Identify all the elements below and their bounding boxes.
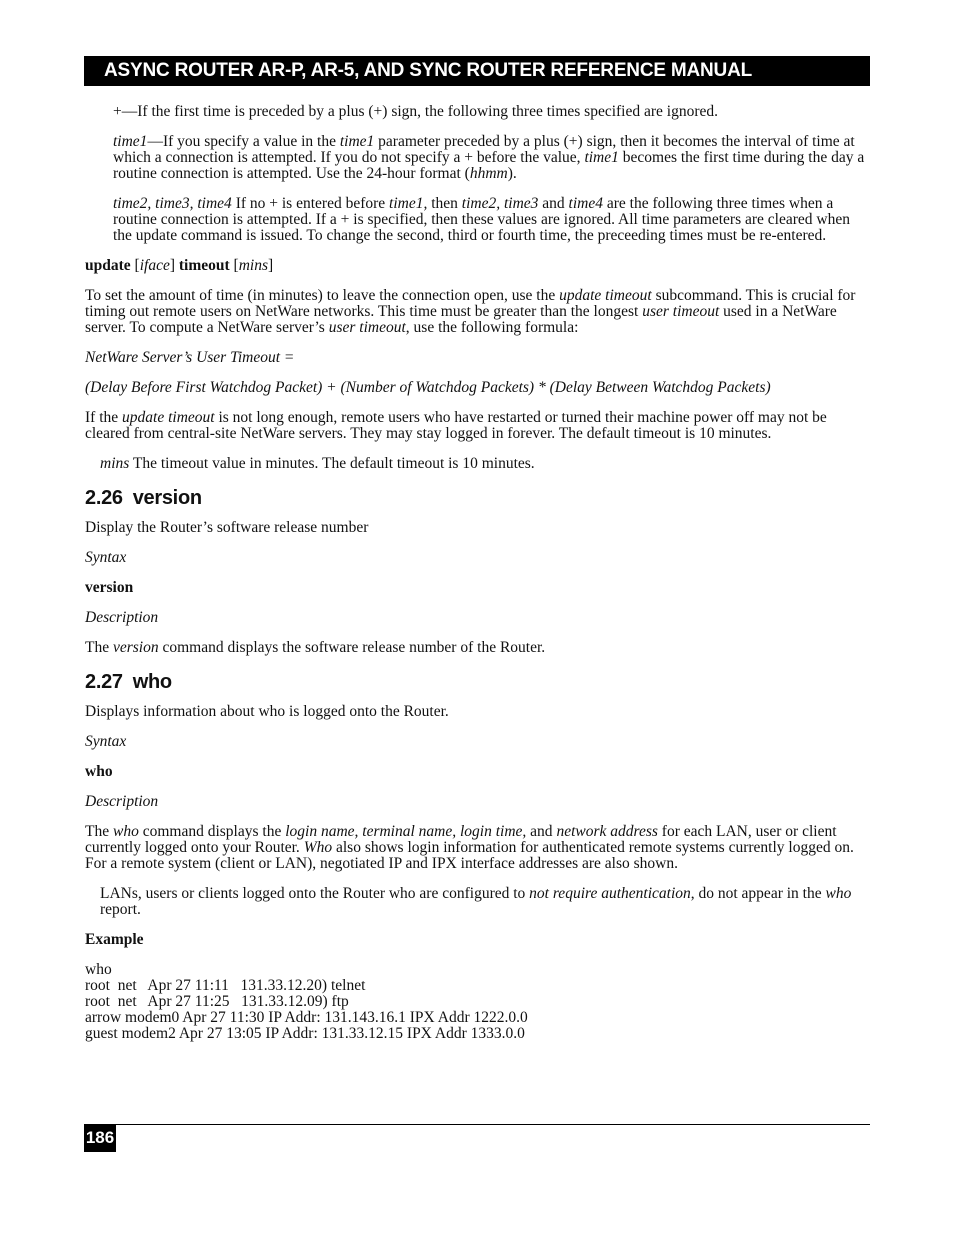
who-syntax-label: Syntax [85,733,127,750]
who-example-label: Example [85,931,144,948]
example-line: who [85,961,112,978]
version-description-label: Description [85,609,159,626]
who-authentication-note: LANs, users or clients logged onto the Router who are configured to not require authentication, do not appear in the who report. [100,885,852,918]
formula-line-2: (Delay Before First Watchdog Packet) + (Number of Watchdog Packets) * (Delay Between Watchdog Packets) [85,379,771,396]
paragraph-time2-4: time2, time3, time4 If no + is entered before time1, then time2, time3 and time4 are the following three times when a routine connection is attempted. If a + is specified, then these values are ignored. All time parameters are cleared when the update command is issued. To change the second, third or fourth time, the preceeding times must be re-entered. [113,195,850,244]
paragraph-timeout-warning: If the update timeout is not long enough, remote users who have restarted or turned their machine power off may not be cleared from central-site NetWare servers. They may stay logged in forever. The default timeout is 10 minutes. [85,409,827,442]
paragraph-time1: time1—If you specify a value in the time1 parameter preceded by a plus (+) sign, then it becomes the interval of time at which a connection is attempted. If you do not specify a + before the value, time1 becomes the first time during the day a routine connection is attempted. Use the 24-hour format (hhmm). [113,133,865,182]
section-heading-version: 2.26 version [85,487,202,509]
who-description-label: Description [85,793,159,810]
who-description: The who command displays the login name, terminal name, login time, and network address for each LAN, user or client currently logged onto your Router. Who also shows login information for authenticated remote systems currently logged on. For a remote system (client or LAN), negotiated IP and IPX interface addresses are also shown. [85,823,854,872]
page-number: 186 [84,1124,116,1152]
formula-line-1: NetWare Server’s User Timeout = [85,349,295,366]
section-heading-who: 2.27 who [85,671,172,693]
who-example-output [85,962,865,1042]
running-header: ASYNC ROUTER AR-P, AR-5, AND SYNC ROUTER REFERENCE MANUAL [84,56,870,86]
paragraph-update-timeout: To set the amount of time (in minutes) to leave the connection open, use the update timeout subcommand. This is crucial for timing out remote users on NetWare networks. This time must be greater than the longest user timeout used in a NetWare server. To compute a NetWare server’s user timeout, use the following formula: [85,287,856,336]
version-summary: Display the Router’s software release number [85,519,369,536]
version-syntax-label: Syntax [85,549,127,566]
footer-rule [116,1124,870,1125]
paragraph-plus-sign: +—If the first time is preceded by a plus (+) sign, the following three times specified are ignored. [113,103,719,120]
version-description: The version command displays the software release number of the Router. [85,639,546,656]
syntax-update-timeout: update [iface] timeout [mins] [85,257,274,274]
page-content [85,104,865,1042]
example-line: root net Apr 27 11:11 131.33.12.20) telnet [85,977,366,994]
example-line: arrow modem0 Apr 27 11:30 IP Addr: 131.143.16.1 IPX Addr 1222.0.0 [85,1009,528,1026]
version-command: version [85,579,134,596]
who-command: who [85,763,113,780]
example-line: guest modem2 Apr 27 13:05 IP Addr: 131.33.12.15 IPX Addr 1333.0.0 [85,1025,525,1042]
paragraph-mins: mins The timeout value in minutes. The default timeout is 10 minutes. [100,455,535,472]
who-summary: Displays information about who is logged onto the Router. [85,703,449,720]
example-line: root net Apr 27 11:25 131.33.12.09) ftp [85,993,349,1010]
